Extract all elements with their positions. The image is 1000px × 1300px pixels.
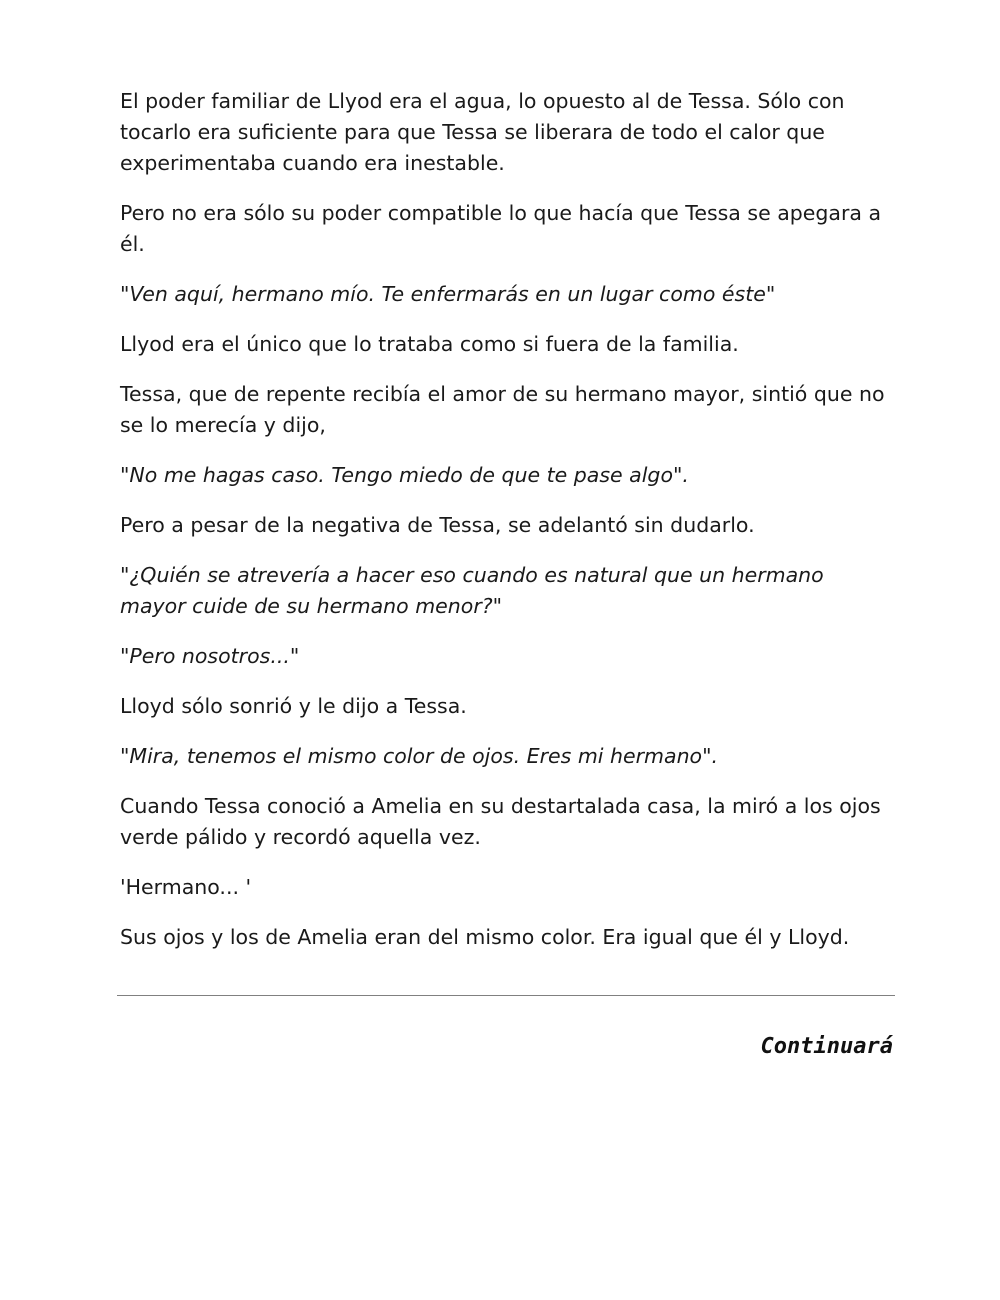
- continue-label: Continuará: [760, 1034, 893, 1059]
- dialogue-paragraph: "Pero nosotros...": [120, 644, 300, 668]
- paragraph: Llyod era el único que lo trataba como si fuera de la familia.: [120, 332, 739, 356]
- paragraph: Tessa, que de repente recibía el amor de su hermano mayor, sintió que no se lo merecía y dijo,: [120, 382, 885, 437]
- dialogue-paragraph: "Ven aquí, hermano mío. Te enfermarás en un lugar como éste": [120, 282, 776, 306]
- dialogue-paragraph: "Mira, tenemos el mismo color de ojos. Eres mi hermano".: [120, 744, 719, 768]
- paragraph: Pero a pesar de la negativa de Tessa, se adelantó sin dudarlo.: [120, 513, 755, 537]
- paragraph: Pero no era sólo su poder compatible lo que hacía que Tessa se apegara a él.: [120, 201, 882, 256]
- document-body: [120, 86, 890, 972]
- paragraph: El poder familiar de Llyod era el agua, lo opuesto al de Tessa. Sólo con tocarlo era suficiente para que Tessa se liberara de todo el calor que experimentaba cuando era inestable.: [120, 89, 845, 175]
- paragraph: Lloyd sólo sonrió y le dijo a Tessa.: [120, 694, 467, 718]
- paragraph: Sus ojos y los de Amelia eran del mismo color. Era igual que él y Lloyd.: [120, 925, 850, 949]
- paragraph: Cuando Tessa conoció a Amelia en su destartalada casa, la miró a los ojos verde pálido y recordó aquella vez.: [120, 794, 881, 849]
- dialogue-paragraph: "¿Quién se atrevería a hacer eso cuando es natural que un hermano mayor cuide de su hermano menor?": [120, 563, 824, 618]
- dialogue-paragraph: "No me hagas caso. Tengo miedo de que te pase algo".: [120, 463, 689, 487]
- thought-paragraph: 'Hermano... ': [120, 875, 252, 899]
- section-divider: [117, 995, 895, 996]
